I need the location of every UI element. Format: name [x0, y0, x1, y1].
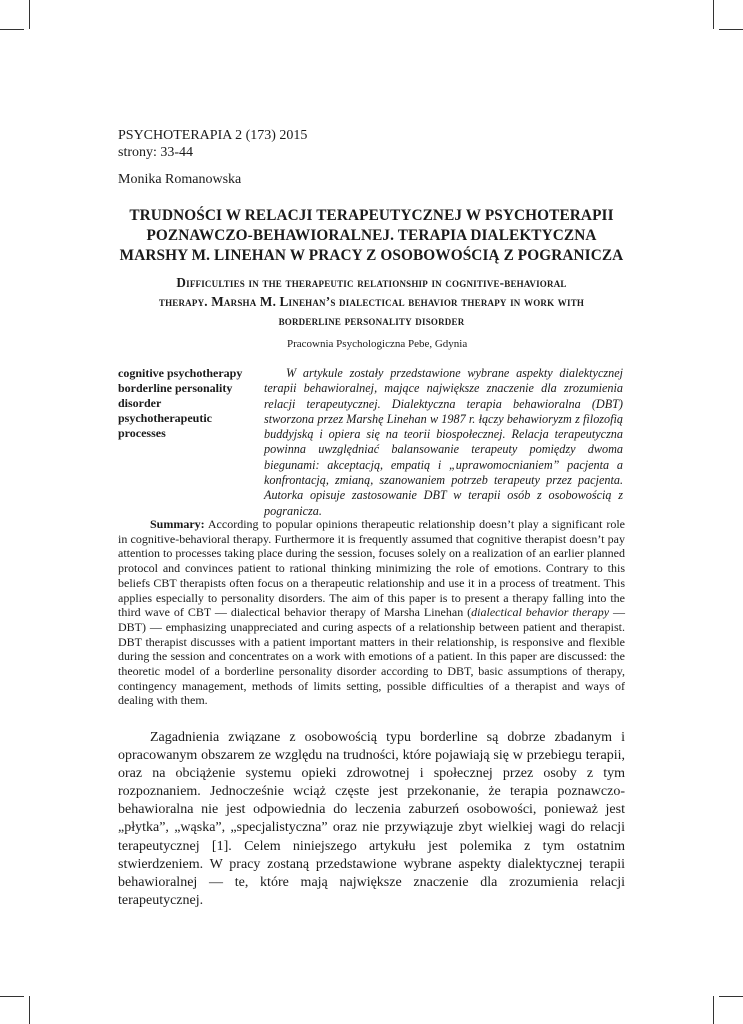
crop-mark-bottom-right-horizontal	[719, 996, 743, 997]
keyword: disorder	[118, 396, 162, 410]
author-name: Monika Romanowska	[118, 172, 242, 187]
summary-text: According to popular opinions therapeutic relationship doesn’t play a significant role in cognitive-behavioral therapy. Furthermore it is frequently assumed that cognitive therapist doesn’t pay attention to processes taking place during the session, focuses solely on a realization of an earlier planned protocol and convinces patient to rational thinking minimizing the role of emotions. Contrary to this beliefs CBT therapists often focus on a therapeutic relationship and use it in a process of treatment. This applies especially to personality disorders. The aim of this paper is to present a therapy falling into the third wave of CBT — dialectical behavior therapy of Marsha Linehan (	[118, 517, 625, 620]
crop-mark-top-left-vertical	[29, 0, 30, 29]
keyword: psychotherapeutic	[118, 411, 212, 425]
keywords	[118, 366, 268, 441]
summary-text-italic: dialectical behavior therapy	[471, 605, 610, 620]
body-paragraph: Zagadnienia związane z osobowością typu borderline są dobrze zbadanym i opracowanym obszarem ze względu na trudności, które pojawiają się w przebiegu terapii, oraz na obciążenie systemu opieki zdrowotnej i społecznej przez osoby z tym rozpoznaniem. Jednocześnie wciąż częste jest przekonanie, że terapia poznawczo-behawioralna nie jest odpowiednia do leczenia zaburzeń osobowości, ponieważ jest „płytka”, „wąska”, „specjalistyczna” oraz nie przywiązuje zbyt wielkiej wagi do relacji terapeutycznej [1]. Celem niniejszego artykułu jest polemika z tym ostatnim stwierdzeniem. W pracy zostaną przedstawione wybrane aspekty dialektycznej terapii behawioralnej — te, które mają największe znaczenie dla zrozumienia relacji terapeutycznej.	[118, 730, 625, 908]
crop-mark-bottom-left-vertical	[29, 996, 30, 1024]
journal-pages: strony: 33-44	[118, 145, 194, 160]
crop-mark-bottom-right-vertical	[713, 996, 714, 1024]
keyword: borderline personality	[118, 381, 233, 395]
journal-citation: PSYCHOTERAPIA 2 (173) 2015	[118, 128, 308, 143]
title-english	[100, 273, 643, 330]
crop-mark-top-right-horizontal	[719, 29, 743, 30]
summary-text: — DBT) — emphasizing unappreciated and curing aspects of a relationship between patient and therapist. DBT therapist discusses with a patient important matters in their relationship, is responsive and flexible during the session and concentrates on a work with emotions of a patient. In this paper are discussed: the theoretic model of a borderline personality disorder according to DBT, basic assumptions of therapy, contingency management, methods of limits setting, possible difficulties of a therapist and ways of dealing with them.	[118, 605, 626, 708]
title-polish-line: TRUDNOŚCI W RELACJI TERAPEUTYCZNEJ W PSYCHOTERAPII	[129, 207, 614, 224]
affiliation: Pracownia Psychologiczna Pebe, Gdynia	[287, 338, 468, 350]
summary-label: Summary:	[150, 517, 205, 531]
title-english-line: therapy. Marsha M. Linehan’s dialectical behavior therapy in work with	[158, 294, 585, 309]
summary-english	[118, 517, 625, 708]
abstract-polish: W artykule zostały przedstawione wybrane aspekty dialektycznej terapii behawioralnej, mające największe znaczenie dla zrozumienia relacji terapeutycznej. Dialektyczna terapia behawioralna (DBT) stworzona przez Marshę Linehan w 1987 r. łączy behawioryzm z filozofią buddyjską i opiera się na teorii biospołecznej. Relacja terapeutyczna powinna uwzględniać balansowanie terapeuty pomiędzy dwoma biegunami: akceptacją, empatią i „uprawomocnianiem” pacjenta a konfrontacją, zmianą, szanowaniem potrzeb terapeuty przez pacjenta. Autorka opisuje zastosowanie DBT w terapii osób z osobowością z pogranicza.	[264, 366, 623, 518]
title-english-line: borderline personality disorder	[278, 313, 465, 328]
keyword: processes	[118, 426, 166, 440]
title-polish-line: MARSHY M. LINEHAN W PRACY Z OSOBOWOŚCIĄ Z POGRANICZA	[119, 247, 624, 264]
title-polish-line: POZNAWCZO-BEHAWIORALNEJ. TERAPIA DIALEKTYCZNA	[146, 227, 597, 244]
crop-mark-top-left-horizontal	[0, 29, 24, 30]
crop-mark-bottom-left-horizontal	[0, 996, 24, 997]
journal-header	[118, 127, 518, 161]
title-polish	[100, 206, 643, 266]
crop-mark-top-right-vertical	[713, 0, 714, 29]
title-english-line: Difficulties in the therapeutic relationship in cognitive-behavioral	[176, 275, 567, 290]
keyword: cognitive psychotherapy	[118, 366, 243, 380]
